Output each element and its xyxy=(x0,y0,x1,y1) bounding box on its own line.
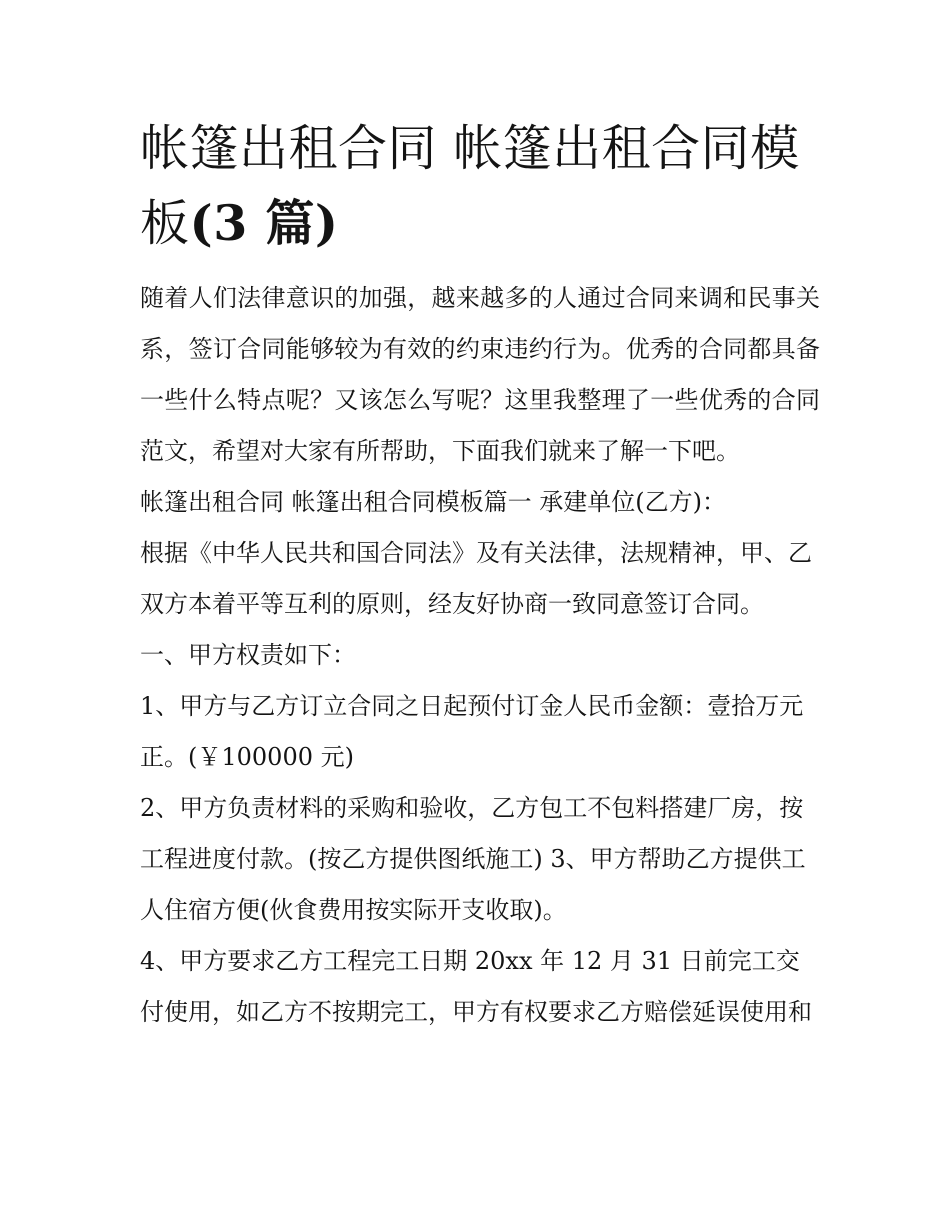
section-heading: 帐篷出租合同 帐篷出租合同模板篇一 承建单位(乙方)： xyxy=(140,488,726,516)
clause-item-4: 4、甲方要求乙方工程完工日期 20xx 年 12 月 31 日前完工交付使用，如乙方不按期完工，甲方有权要求乙方赔偿延误使用和 xyxy=(140,947,812,1026)
title-line-1: 帐篷出租合同 帐篷出租合同模 xyxy=(140,120,800,177)
body-paragraph: 根据《中华人民共和国合同法》及有关法律，法规精神，甲、乙双方本着平等互利的原则，经友好协商一致同意签订合同。 xyxy=(140,539,812,618)
intro-paragraph: 随着人们法律意识的加强，越来越多的人通过合同来调和民事关系，签订合同能够较为有效的约束违约行为。优秀的合同都具备一些什么特点呢？又该怎么写呢？这里我整理了一些优秀的合同范文，希望对大家有所帮助，下面我们就来了解一下吧。 xyxy=(140,284,820,465)
title-line-2-a: 板 xyxy=(140,195,190,252)
clause-item-1: 1、甲方与乙方订立合同之日起预付订金人民币金额：壹拾万元正。(￥100000 元) xyxy=(140,692,804,771)
clause-item-2: 2、甲方负责材料的采购和验收，乙方包工不包料搭建厂房，按工程进度付款。(按乙方提供图纸施工) 3、甲方帮助乙方提供工人住宿方便(伙食费用按实际开支收取)。 xyxy=(140,794,806,924)
clause-heading: 一、甲方权责如下： xyxy=(140,641,356,669)
title-line-2-b: (3 篇) xyxy=(189,194,339,252)
document-page xyxy=(140,112,820,1038)
document-title xyxy=(140,112,820,261)
